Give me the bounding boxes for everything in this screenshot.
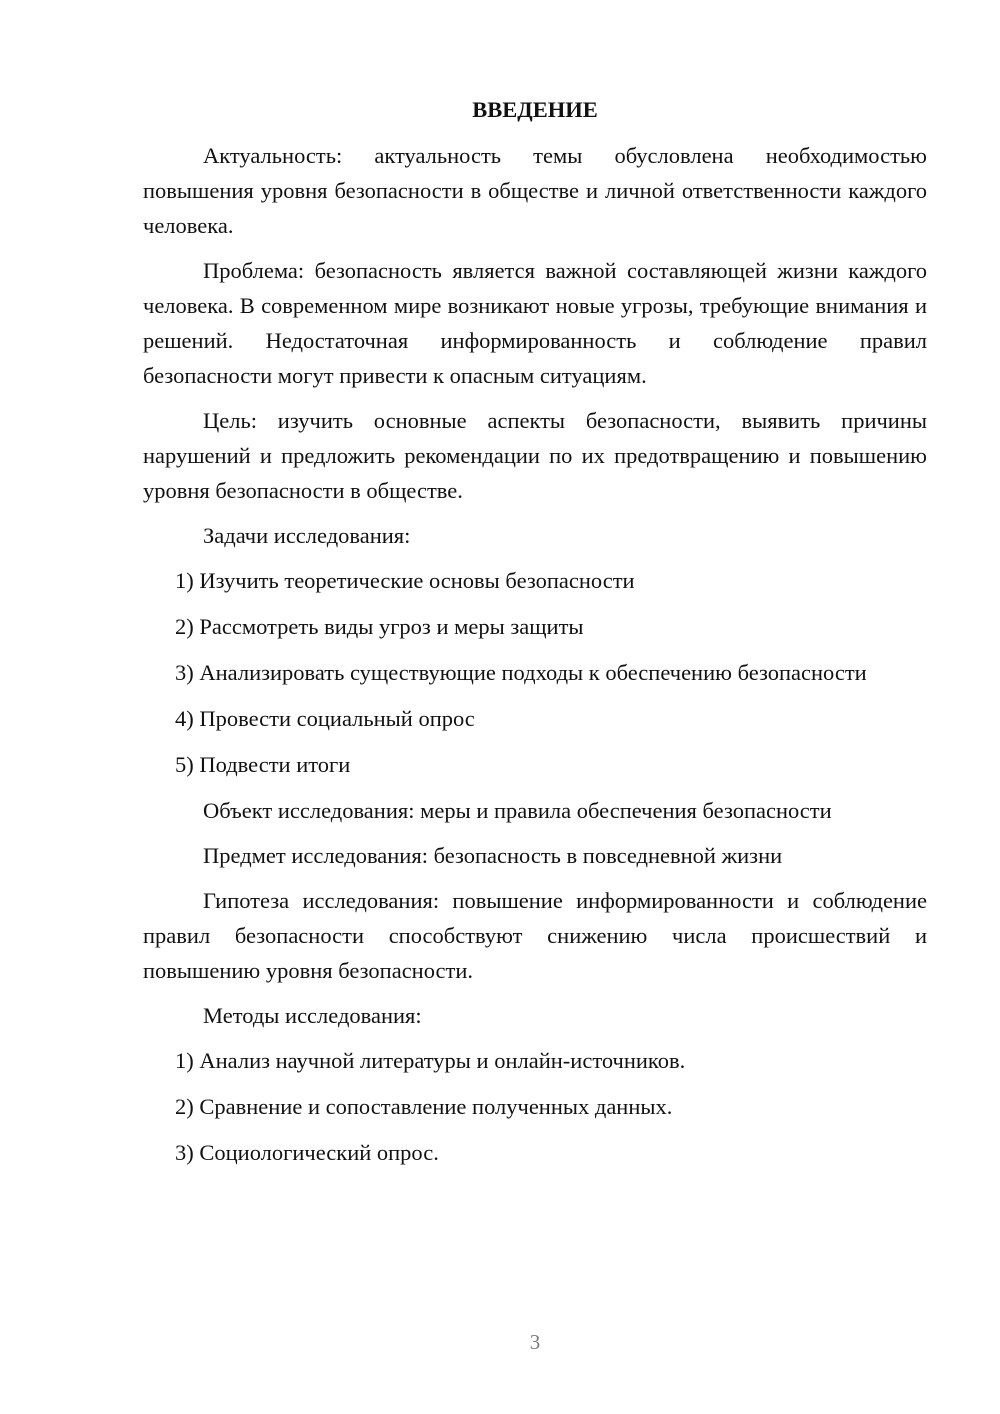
list-item: 5) Подвести итоги bbox=[175, 752, 351, 777]
paragraph-subject: Предмет исследования: безопасность в повседневной жизни bbox=[203, 843, 783, 868]
paragraph-object: Объект исследования: меры и правила обеспечения безопасности bbox=[203, 798, 832, 823]
paragraph-relevance: Актуальность: актуальность темы обусловлена необходимостью повышения уровня безопасности в обществе и личной ответственности каждого человека. bbox=[143, 143, 927, 238]
paragraph-goal: Цель: изучить основные аспекты безопасности, выявить причины нарушений и предложить рекомендации по их предотвращению и повышению уровня безопасности в обществе. bbox=[143, 408, 927, 503]
page-body bbox=[143, 94, 927, 1181]
page-number: 3 bbox=[529, 1330, 541, 1354]
methods-heading: Методы исследования: bbox=[203, 1003, 422, 1028]
list-item: 3) Социологический опрос. bbox=[175, 1140, 439, 1165]
paragraph-hypothesis: Гипотеза исследования: повышение информированности и соблюдение правил безопасности способствуют снижению числа происшествий и повышению уровня безопасности. bbox=[143, 888, 927, 983]
list-item: 2) Рассмотреть виды угроз и меры защиты bbox=[175, 614, 584, 639]
list-item: 2) Сравнение и сопоставление полученных данных. bbox=[175, 1094, 673, 1119]
list-item: 1) Изучить теоретические основы безопасности bbox=[175, 568, 635, 593]
tasks-list bbox=[143, 563, 927, 782]
list-item: 1) Анализ научной литературы и онлайн-источников. bbox=[175, 1048, 686, 1073]
list-item: 3) Анализировать существующие подходы к обеспечению безопасности bbox=[175, 660, 867, 685]
tasks-heading: Задачи исследования: bbox=[203, 523, 411, 548]
list-item: 4) Провести социальный опрос bbox=[175, 706, 475, 731]
methods-list bbox=[143, 1043, 927, 1170]
paragraph-problem: Проблема: безопасность является важной составляющей жизни каждого человека. В современном мире возникают новые угрозы, требующие внимания и решений. Недостаточная информированность и соблюдение правил безопасности могут привести к опасным ситуациям. bbox=[143, 258, 927, 388]
section-title: ВВЕДЕНИЕ bbox=[472, 97, 598, 122]
